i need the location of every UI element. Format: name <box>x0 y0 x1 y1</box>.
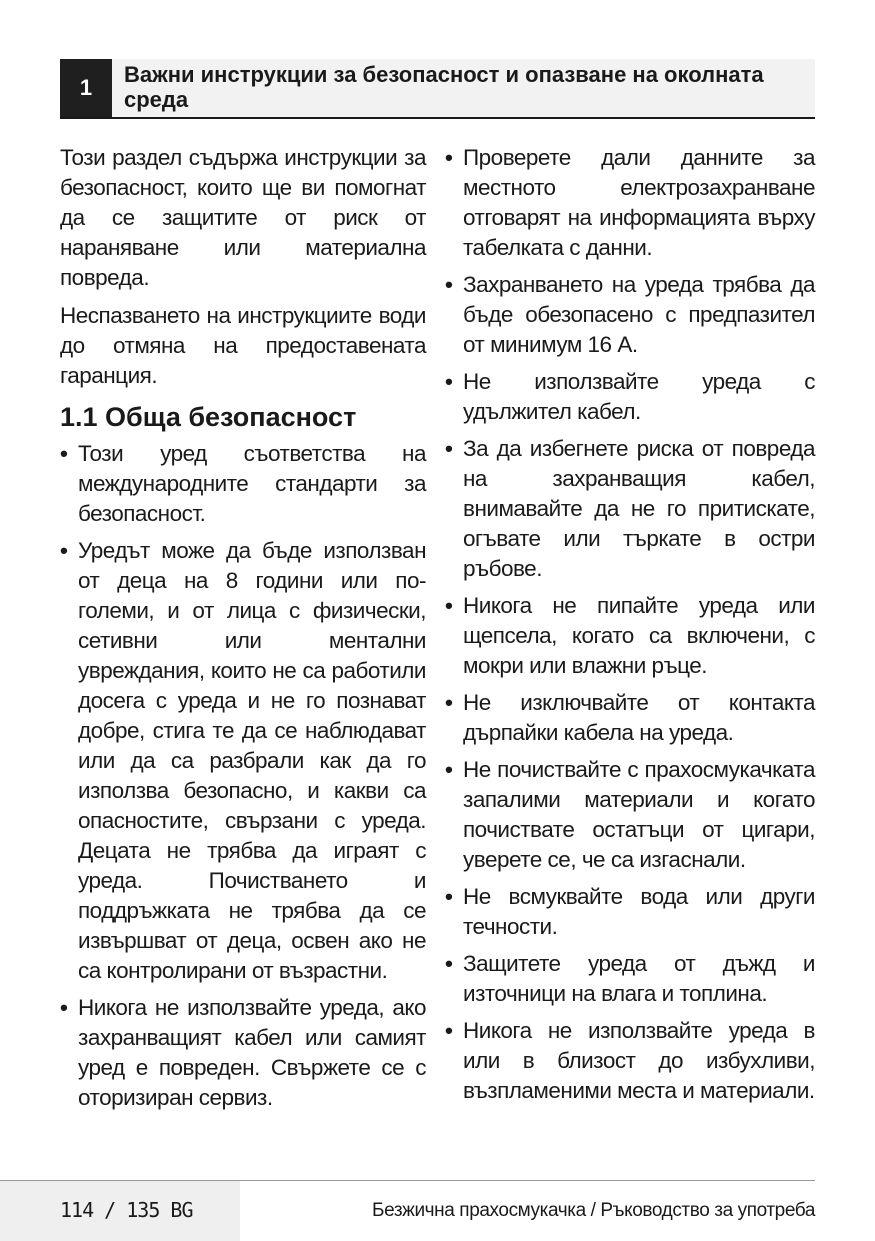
list-item <box>445 949 815 1009</box>
bullet-icon: • <box>445 145 453 170</box>
list-item-text: Никога не използвайте уреда, ако захранващият кабел или самият уред е повреден. Свържете се с оторизиран сервиз. <box>78 995 426 1110</box>
bullet-icon: • <box>60 538 68 563</box>
bullet-icon: • <box>445 951 453 976</box>
bullet-icon: • <box>445 1018 453 1043</box>
list-item <box>60 439 426 529</box>
intro-paragraph: Неспазването на инструкциите води до отмяна на предоставената гаранция. <box>60 303 426 388</box>
list-item-text: Не изключвайте от контакта дърпайки кабела на уреда. <box>463 690 815 745</box>
left-column <box>60 143 426 1120</box>
left-bullet-list <box>60 439 426 1113</box>
list-item <box>445 143 815 263</box>
bullet-icon: • <box>445 369 453 394</box>
list-item-text: Защитете уреда от дъжд и източници на влага и топлина. <box>463 951 815 1006</box>
list-item-text: Този уред съответства на международните стандарти за безопасност. <box>78 441 426 526</box>
bullet-icon: • <box>445 757 453 782</box>
footer-document-title: Безжична прахосмукачка / Ръководство за употреба <box>372 1200 815 1221</box>
intro-paragraph: Този раздел съдържа инструкции за безопасност, които ще ви помогнат да се защитите от риск от нараняване или материална повреда. <box>60 145 426 290</box>
section-number-badge: 1 <box>60 59 112 117</box>
right-column <box>445 143 815 1113</box>
list-item-text: Не използвайте уреда с удължител кабел. <box>463 369 815 424</box>
bullet-icon: • <box>60 995 68 1020</box>
list-item <box>445 367 815 427</box>
list-item-text: Никога не използвайте уреда в или в близост до избухливи, възпламеними места и материали. <box>463 1018 815 1103</box>
bullet-icon: • <box>445 690 453 715</box>
list-item <box>445 591 815 681</box>
list-item-text: Не всмуквайте вода или други течности. <box>463 884 815 939</box>
list-item-text: Не почиствайте с прахосмукачката запалими материали и когато почиствате остатъци от цигари, уверете се, че са изгаснали. <box>463 757 815 872</box>
list-item <box>445 434 815 584</box>
bullet-icon: • <box>445 884 453 909</box>
subsection-heading: 1.1 Обща безопасност <box>60 402 357 432</box>
bullet-icon: • <box>60 441 68 466</box>
page-number: 114 / 135 BG <box>60 1198 193 1222</box>
list-item <box>60 993 426 1113</box>
list-item <box>60 536 426 986</box>
bullet-icon: • <box>445 272 453 297</box>
list-item <box>445 688 815 748</box>
right-bullet-list <box>445 143 815 1106</box>
list-item <box>445 270 815 360</box>
bullet-icon: • <box>445 593 453 618</box>
list-item <box>445 1016 815 1106</box>
list-item <box>445 755 815 875</box>
list-item-text: За да избегнете риска от повреда на захранващия кабел, внимавайте да не го притискате, огъвате или търкате в остри ръбове. <box>463 436 815 581</box>
section-title: Важни инструкции за безопасност и опазване на околната среда <box>124 62 764 112</box>
list-item-text: Уредът може да бъде използван от деца на 8 години или по-големи, и от лица с физически, сетивни или ментални увреждания, които не са работили досега с уреда и не го познават добре, стига те да се наблюдават или да са разбрали как да го използва безопасно, и какви са опасностите, свързани с уреда. Децата не трябва да играят с уреда. Почистването и поддръжката не трябва да се извършват от деца, освен ако не са контролирани от възрастни. <box>78 538 426 983</box>
list-item <box>445 882 815 942</box>
list-item-text: Проверете дали данните за местното електрозахранване отговарят на информацията върху табелката с данни. <box>463 145 815 260</box>
section-header <box>60 59 815 119</box>
list-item-text: Захранването на уреда трябва да бъде обезопасено с предпазител от минимум 16 А. <box>463 272 815 357</box>
list-item-text: Никога не пипайте уреда или щепсела, когато са включени, с мокри или влажни ръце. <box>463 593 815 678</box>
bullet-icon: • <box>445 436 453 461</box>
